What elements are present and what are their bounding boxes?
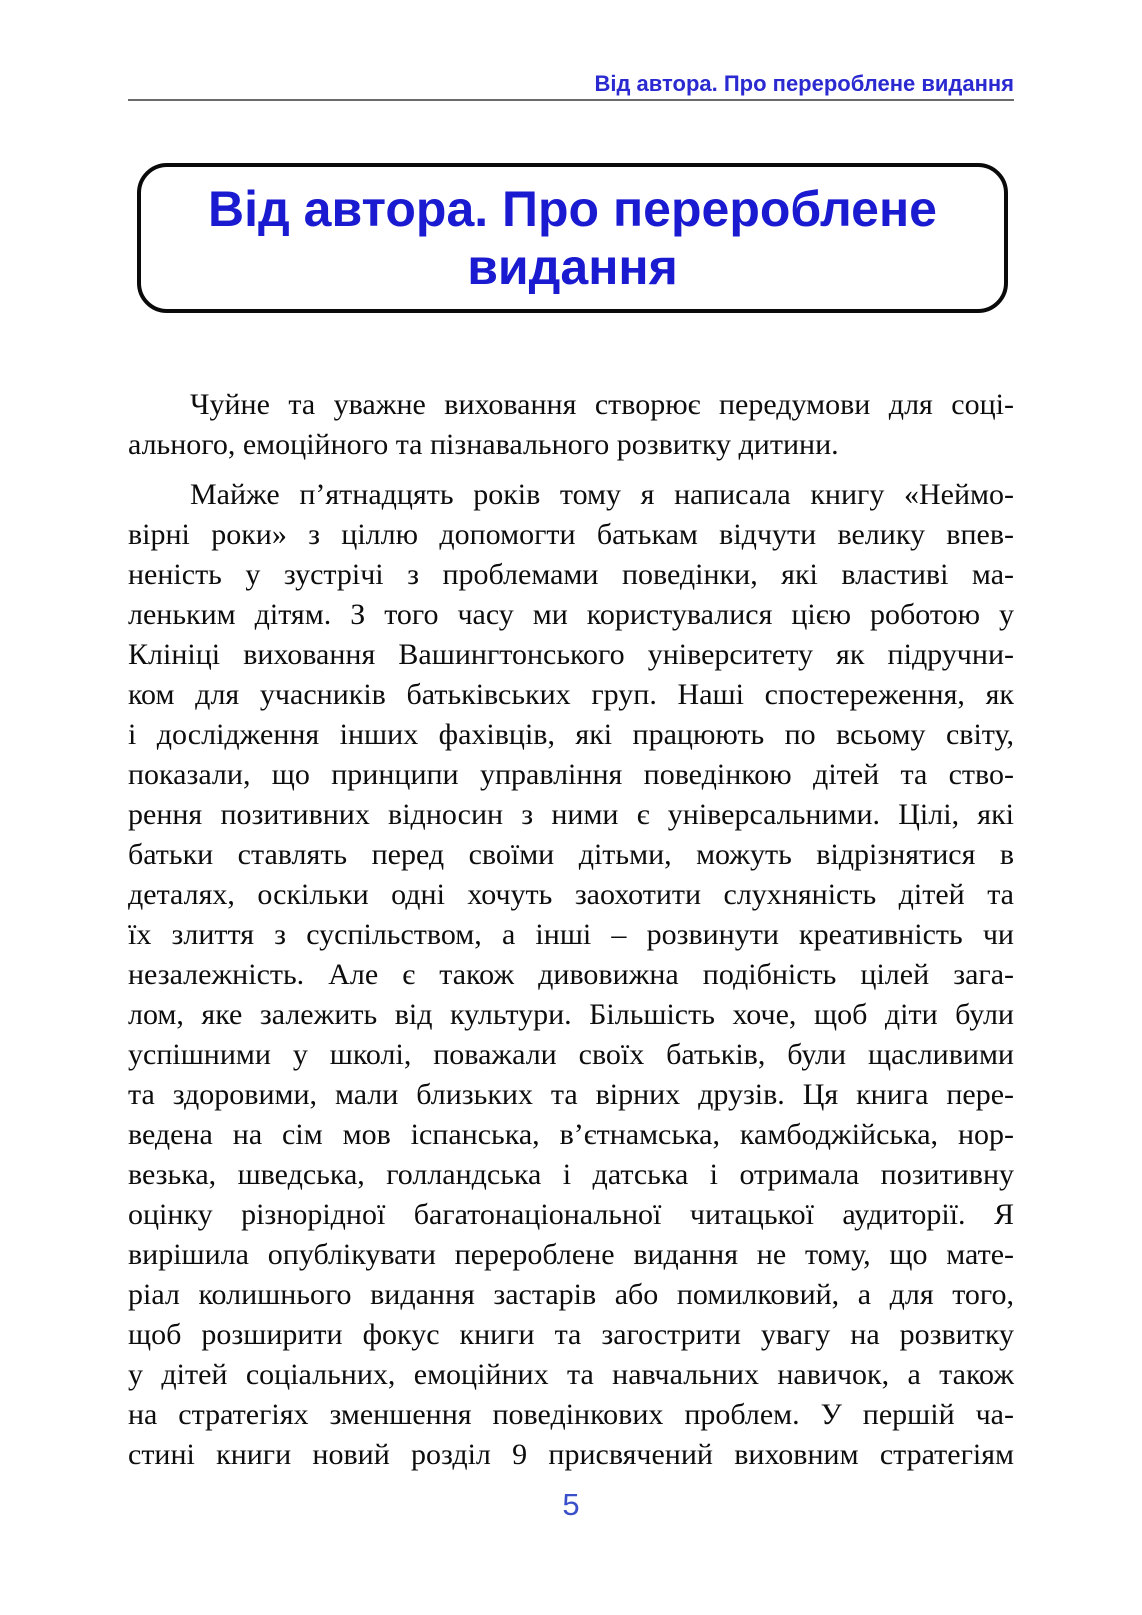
text-line: Клініці виховання Вашингтонського університету як підручни- xyxy=(128,638,1014,671)
paragraph xyxy=(128,475,1014,1475)
text-line: везька, шведська, голландська і датська і отримала позитивну xyxy=(128,1158,1014,1191)
chapter-title: Від автора. Про перероблене видання xyxy=(208,181,937,295)
page-number: 5 xyxy=(562,1487,580,1522)
text-line: щоб розширити фокус книги та загострити увагу на розвитку xyxy=(128,1318,1014,1351)
text-line: та здоровими, мали близьких та вірних друзів. Ця книга пере- xyxy=(128,1078,1014,1111)
paragraph xyxy=(128,385,1014,465)
text-line: батьки ставлять перед своїми дітьми, можуть відрізнятися в xyxy=(128,838,1014,871)
text-line: на стратегіях зменшення поведінкових проблем. У першій ча- xyxy=(128,1398,1014,1431)
text-line: лом, яке залежить від культури. Більшість хоче, щоб діти були xyxy=(128,998,1014,1031)
body-text xyxy=(128,385,1014,1475)
running-header-title: Від автора. Про перероблене видання xyxy=(594,71,1014,96)
header-rule xyxy=(128,99,1014,101)
text-line: показали, що принципи управління поведінкою дітей та ство- xyxy=(128,758,1014,791)
text-line: ком для учасників батьківських груп. Наші спостереження, як xyxy=(128,678,1014,711)
text-line: їх злиття з суспільством, а інші – розвинути креативність чи xyxy=(128,918,1014,951)
text-line: ріал колишнього видання застарів або помилковий, а для того, xyxy=(128,1278,1014,1311)
text-line: ведена на сім мов іспанська, в’єтнамська, камбоджійська, нор- xyxy=(128,1118,1014,1151)
text-line: Чуйне та уважне виховання створює передумови для соці- xyxy=(190,388,1014,421)
text-line: рення позитивних відносин з ними є універсальними. Цілі, які xyxy=(128,798,1014,831)
text-line: успішними у школі, поважали своїх батьків, були щасливими xyxy=(128,1038,1014,1071)
text-line: деталях, оскільки одні хочуть заохотити слухняність дітей та xyxy=(128,878,1014,911)
text-line: неність у зустрічі з проблемами поведінки, які властиві ма- xyxy=(128,558,1014,591)
text-line: вірні роки» з ціллю допомогти батькам відчути велику впев- xyxy=(128,518,1014,551)
text-line: і дослідження інших фахівців, які працюють по всьому світу, xyxy=(128,718,1014,751)
text-line: незалежність. Але є також дивовижна подібність цілей зага- xyxy=(128,958,1014,991)
text-line: стині книги новий розділ 9 присвячений виховним стратегіям xyxy=(128,1438,1014,1471)
text-line: ального, емоційного та пізнавального розвитку дитини. xyxy=(128,428,839,461)
text-line: оцінку різнорідної багатонаціональної читацької аудиторії. Я xyxy=(128,1198,1014,1231)
text-line: Майже п’ятнадцять років тому я написала книгу «Неймо- xyxy=(190,478,1014,511)
text-line: у дітей соціальних, емоційних та навчальних навичок, а також xyxy=(128,1358,1014,1391)
running-header xyxy=(128,72,1014,96)
chapter-title-box xyxy=(137,163,1008,313)
text-line: вирішила опублікувати перероблене видання не тому, що мате- xyxy=(128,1238,1014,1271)
text-line: леньким дітям. З того часу ми користувалися цією роботою у xyxy=(128,598,1014,631)
